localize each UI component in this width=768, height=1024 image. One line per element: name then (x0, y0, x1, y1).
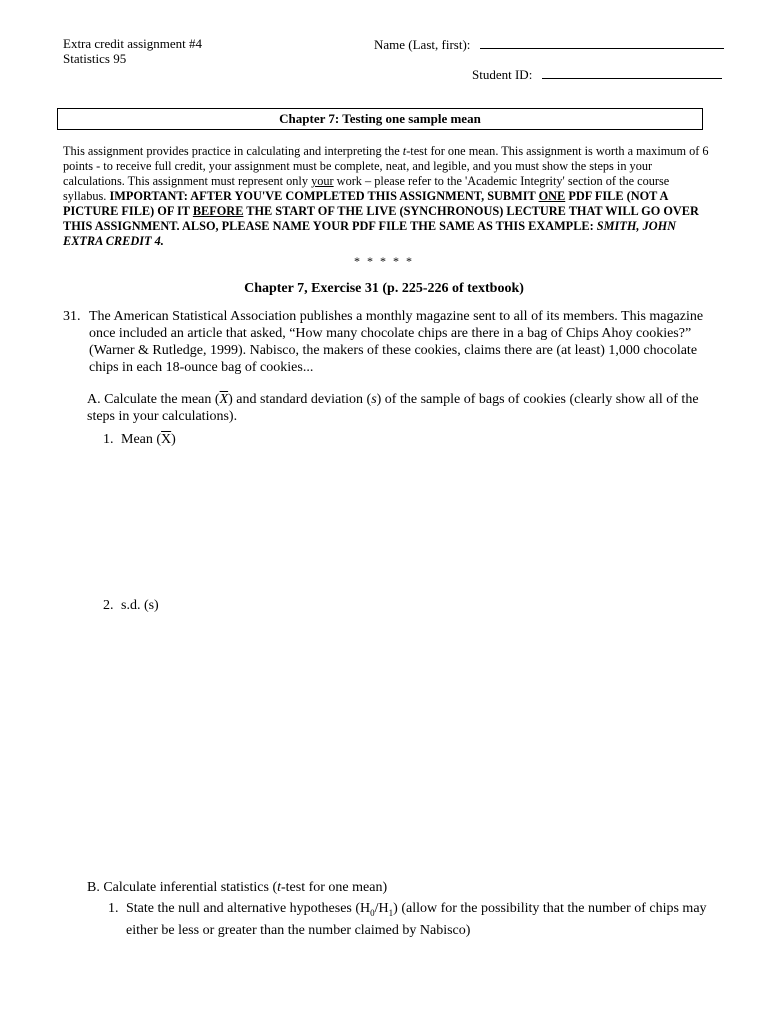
intro-text-3: work – please refer to the 'Academic Integrity' section of the course syllabus. (63, 174, 670, 203)
name-field-row (374, 36, 724, 53)
intro-filename-example: SMITH, JOHN EXTRA CREDIT 4. (63, 219, 677, 248)
mean-xbar: $\overline{X}$ (161, 432, 172, 447)
part-a-lead: A. Calculate the mean ( (87, 392, 220, 407)
intro-paragraph (63, 144, 713, 249)
question-text: The American Statistical Association publishes a monthly magazine sent to all of its members. This magazine once included an article that asked, “How many chocolate chips are there in a bag of Chips Ahoy cookies?” (Warner & Rutledge, 1999). Nabisco, the makers of these cookies, claims there are (at least) 1,000 chocolate chips in each 18-ounce bag of cookies... (89, 309, 704, 375)
intro-important-1: IMPORTANT: AFTER YOU'VE COMPLETED THIS ASSIGNMENT, SUBMIT (109, 189, 539, 203)
section-separator: * * * * * (354, 254, 414, 268)
chapter-title: Chapter 7: Testing one sample mean (279, 111, 481, 126)
hyp-sub-1: 1 (388, 907, 394, 918)
item-number: 1. (103, 432, 114, 447)
intro-t-italic: t (402, 144, 407, 158)
part-b-t: t (277, 880, 281, 895)
part-b-lead: B. Calculate inferential statistics ( (87, 880, 278, 895)
mean-label: Mean ( (121, 432, 162, 447)
part-a (87, 391, 717, 425)
mean-close: ) (171, 432, 176, 447)
intro-one-underlined: ONE (538, 189, 566, 203)
exercise-heading: Chapter 7, Exercise 31 (p. 225-226 of textbook) (244, 281, 524, 296)
hyp-sub-0: 0 (370, 907, 375, 918)
question-31 (63, 308, 723, 376)
part-a-item-mean (103, 431, 176, 448)
part-b-item-hypotheses (108, 900, 708, 939)
hypotheses-text (108, 900, 708, 939)
intro-important-3: THE START OF THE LIVE (SYNCHRONOUS) LECTURE THAT WILL GO OVER THIS ASSIGNMENT. ALSO, PLEASE NAME YOUR PDF FILE THE SAME AS THIS EXAMPLE: (63, 204, 699, 233)
item-number: 2. (103, 598, 114, 613)
hyp-text-a: State the null and alternative hypotheses (H (126, 901, 371, 916)
question-number: 31. (63, 309, 81, 324)
part-a-tail: ) of the sample of bags of cookies (clearly show all of the steps in your calculations). (87, 392, 699, 424)
hyp-text-b: ) (allow for the possibility that the number of chips may either be less or greater than the number claimed by Nabisco) (126, 901, 707, 938)
name-blank-line[interactable] (480, 36, 724, 49)
course-name: Statistics 95 (63, 51, 127, 66)
intro-text-1: This assignment provides practice in calculating and interpreting the (63, 144, 403, 158)
intro-text-2: -test for one mean. This assignment is worth a maximum of 6 points - to receive full credit, your assignment must be complete, neat, and legible, and you must show the steps in your calculations. This assignment must represent only (63, 144, 709, 188)
intro-important-2: PDF FILE (NOT A PICTURE FILE) OF IT (63, 189, 668, 218)
part-a-s: s (371, 392, 377, 407)
intro-your-underlined: your (311, 174, 334, 188)
hyp-slash: /H (374, 901, 389, 916)
intro-before-underlined: BEFORE (192, 204, 244, 218)
student-id-blank-line[interactable] (542, 66, 722, 79)
chapter-title-box (57, 108, 703, 130)
sd-label: s.d. (s) (121, 598, 159, 613)
assignment-title: Extra credit assignment #4 (63, 36, 202, 51)
part-a-mid: ) and standard deviation ( (228, 392, 372, 407)
student-id-label: Student ID: (472, 67, 533, 82)
student-id-row (472, 66, 722, 83)
item-number: 1. (108, 901, 119, 916)
part-a-xbar: $\overline{X}$ (219, 392, 229, 407)
name-label: Name (Last, first): (374, 37, 471, 52)
part-a-item-sd (103, 597, 159, 614)
part-b-tail: -test for one mean) (281, 880, 388, 895)
part-b (87, 879, 387, 896)
